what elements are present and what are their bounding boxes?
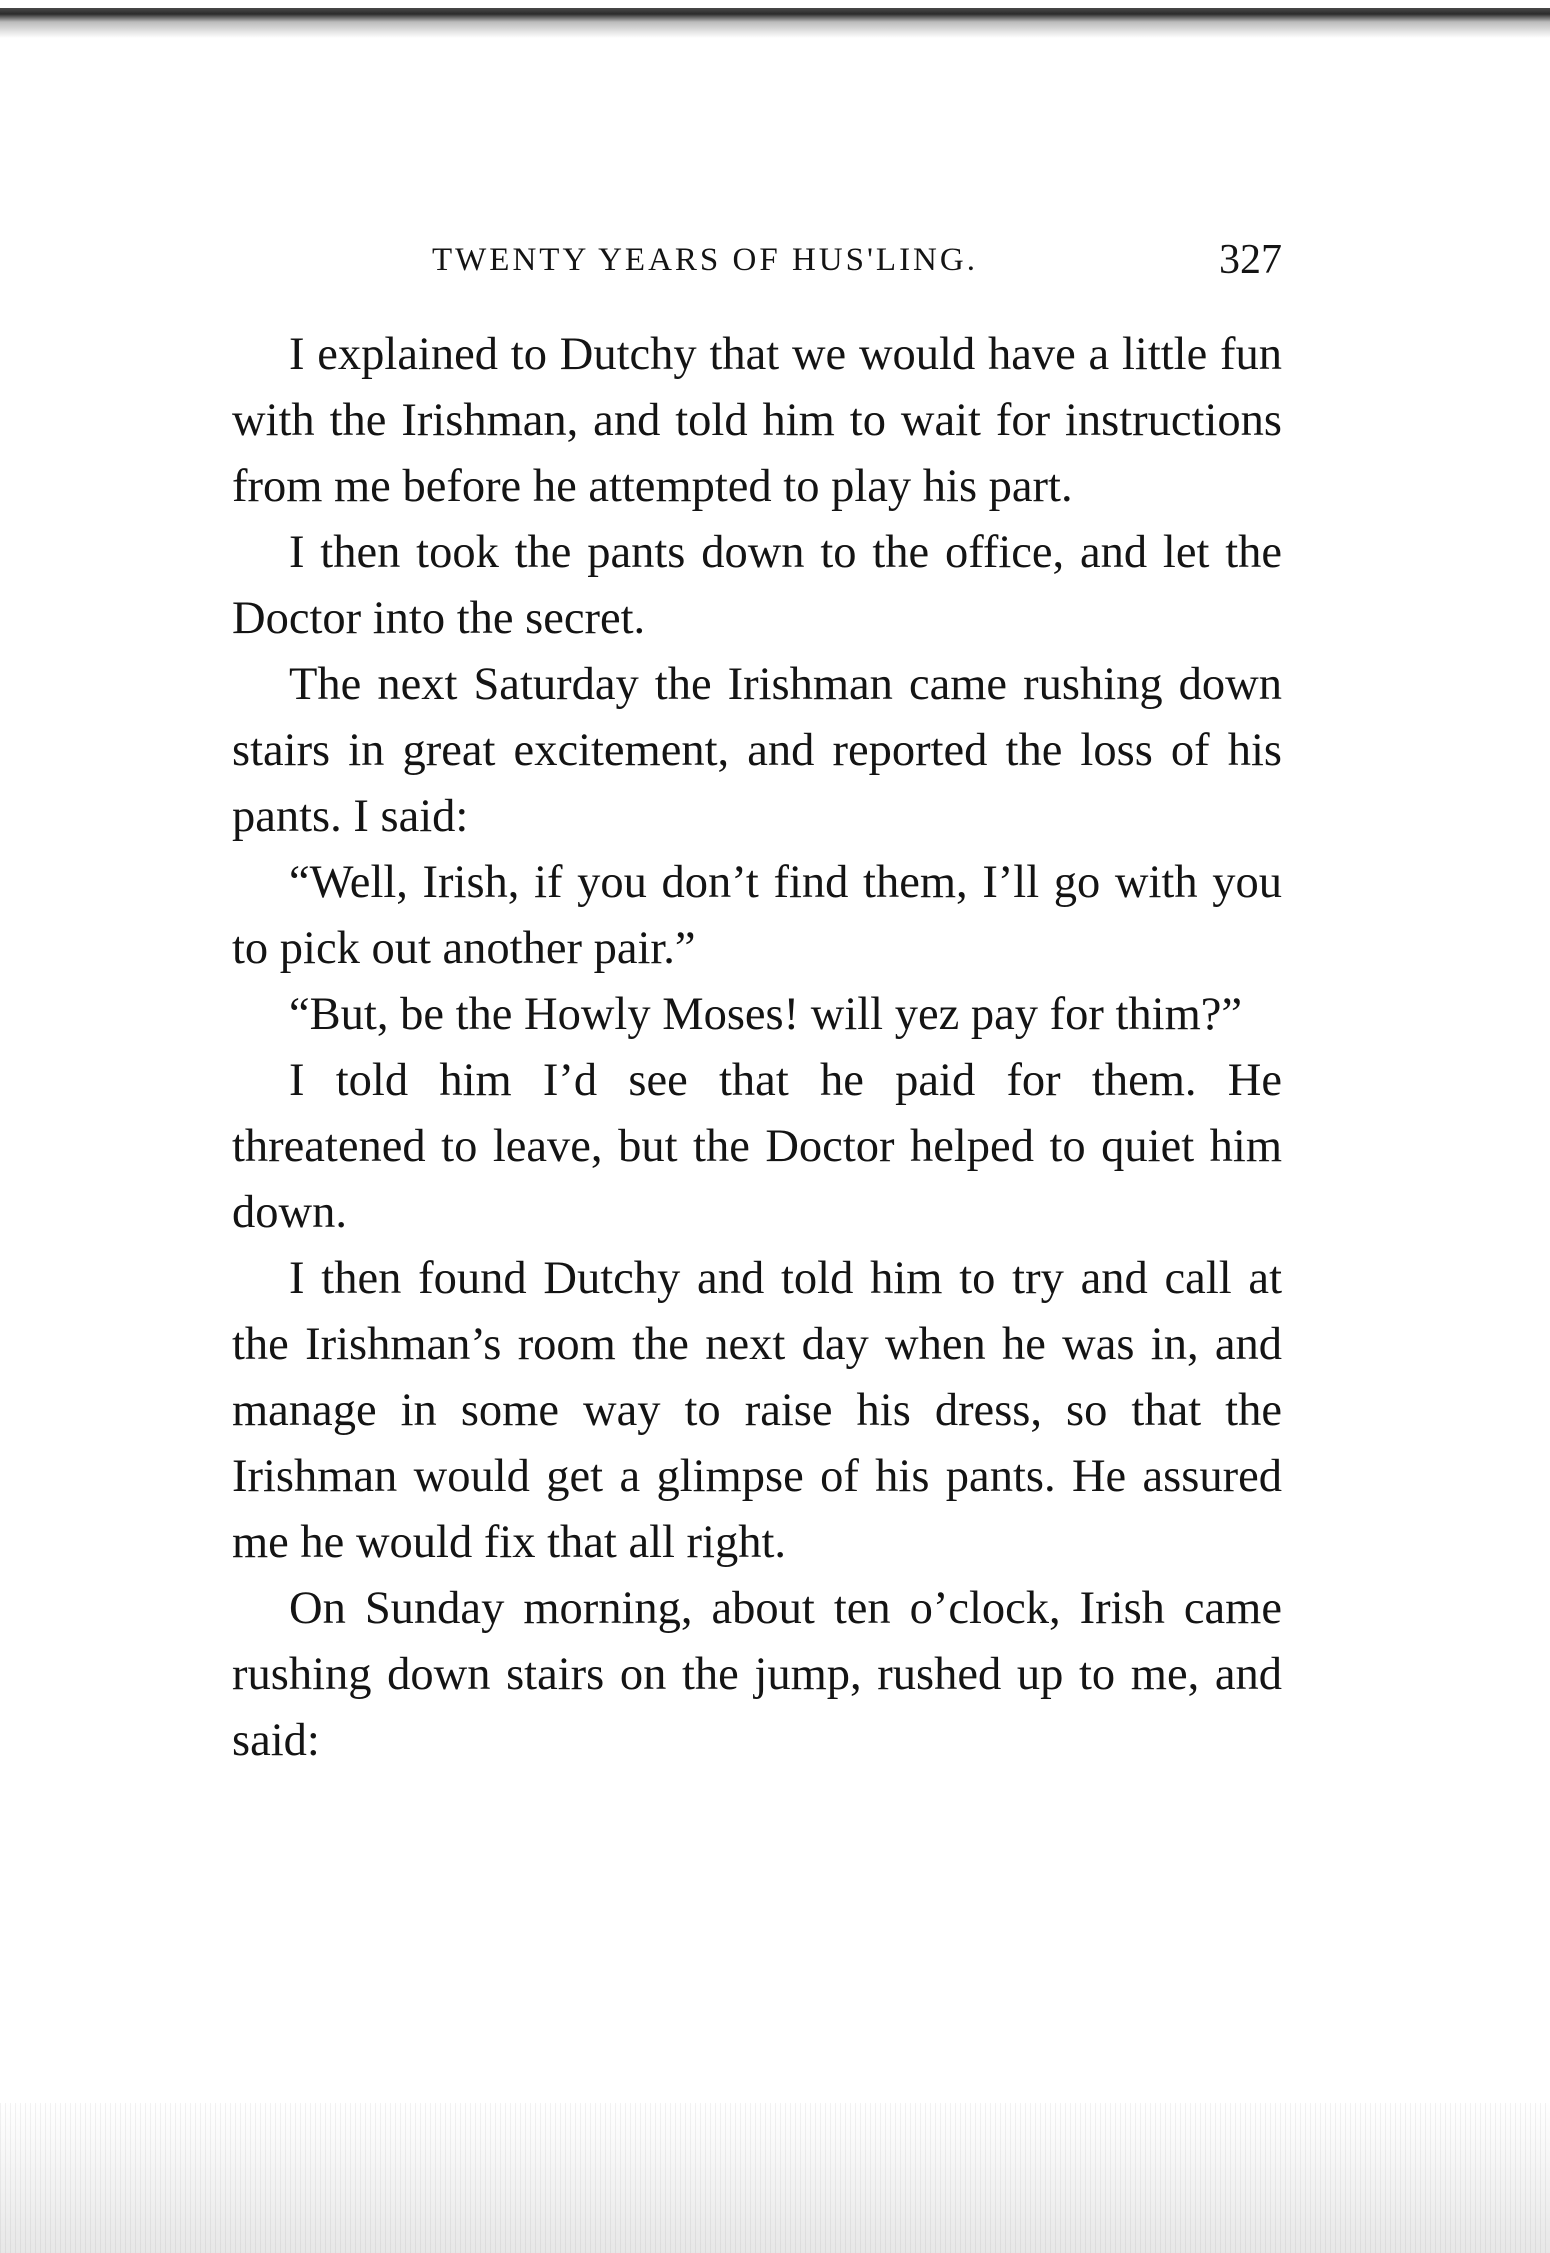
paragraph: On Sunday morning, about ten o’clock, Irish came rushing down stairs on the jump, rushed up to me, and said: [232, 1583, 1282, 1766]
paragraph: The next Saturday the Irishman came rushing down stairs in great excitement, and reported the loss of his pants. I said: [232, 659, 1282, 842]
page-number: 327 [1219, 237, 1282, 283]
paragraph: “But, be the Howly Moses! will yez pay for thim?” [289, 989, 1243, 1040]
scanned-page-bottom-edge [0, 2103, 1550, 2253]
running-head [232, 236, 1282, 286]
body-text [232, 322, 1282, 1774]
paragraph: “Well, Irish, if you don’t find them, I’ll go with you to pick out another pair.” [232, 857, 1282, 974]
running-title: TWENTY YEARS OF HUS'LING. [432, 242, 978, 278]
paragraph: I told him I’d see that he paid for them. He threatened to leave, but the Doctor helped to quiet him down. [232, 1055, 1282, 1238]
paragraph: I then found Dutchy and told him to try and call at the Irishman’s room the next day when he was in, and manage in some way to raise his dress, so that the Irishman would get a glimpse of his pants. He assured me he would fix that all right. [232, 1253, 1282, 1568]
paragraph: I explained to Dutchy that we would have a little fun with the Irishman, and told him to wait for instructions from me before he attempted to play his part. [232, 329, 1282, 512]
scanned-page-top-edge [0, 8, 1550, 38]
paragraph: I then took the pants down to the office, and let the Doctor into the secret. [232, 527, 1282, 644]
